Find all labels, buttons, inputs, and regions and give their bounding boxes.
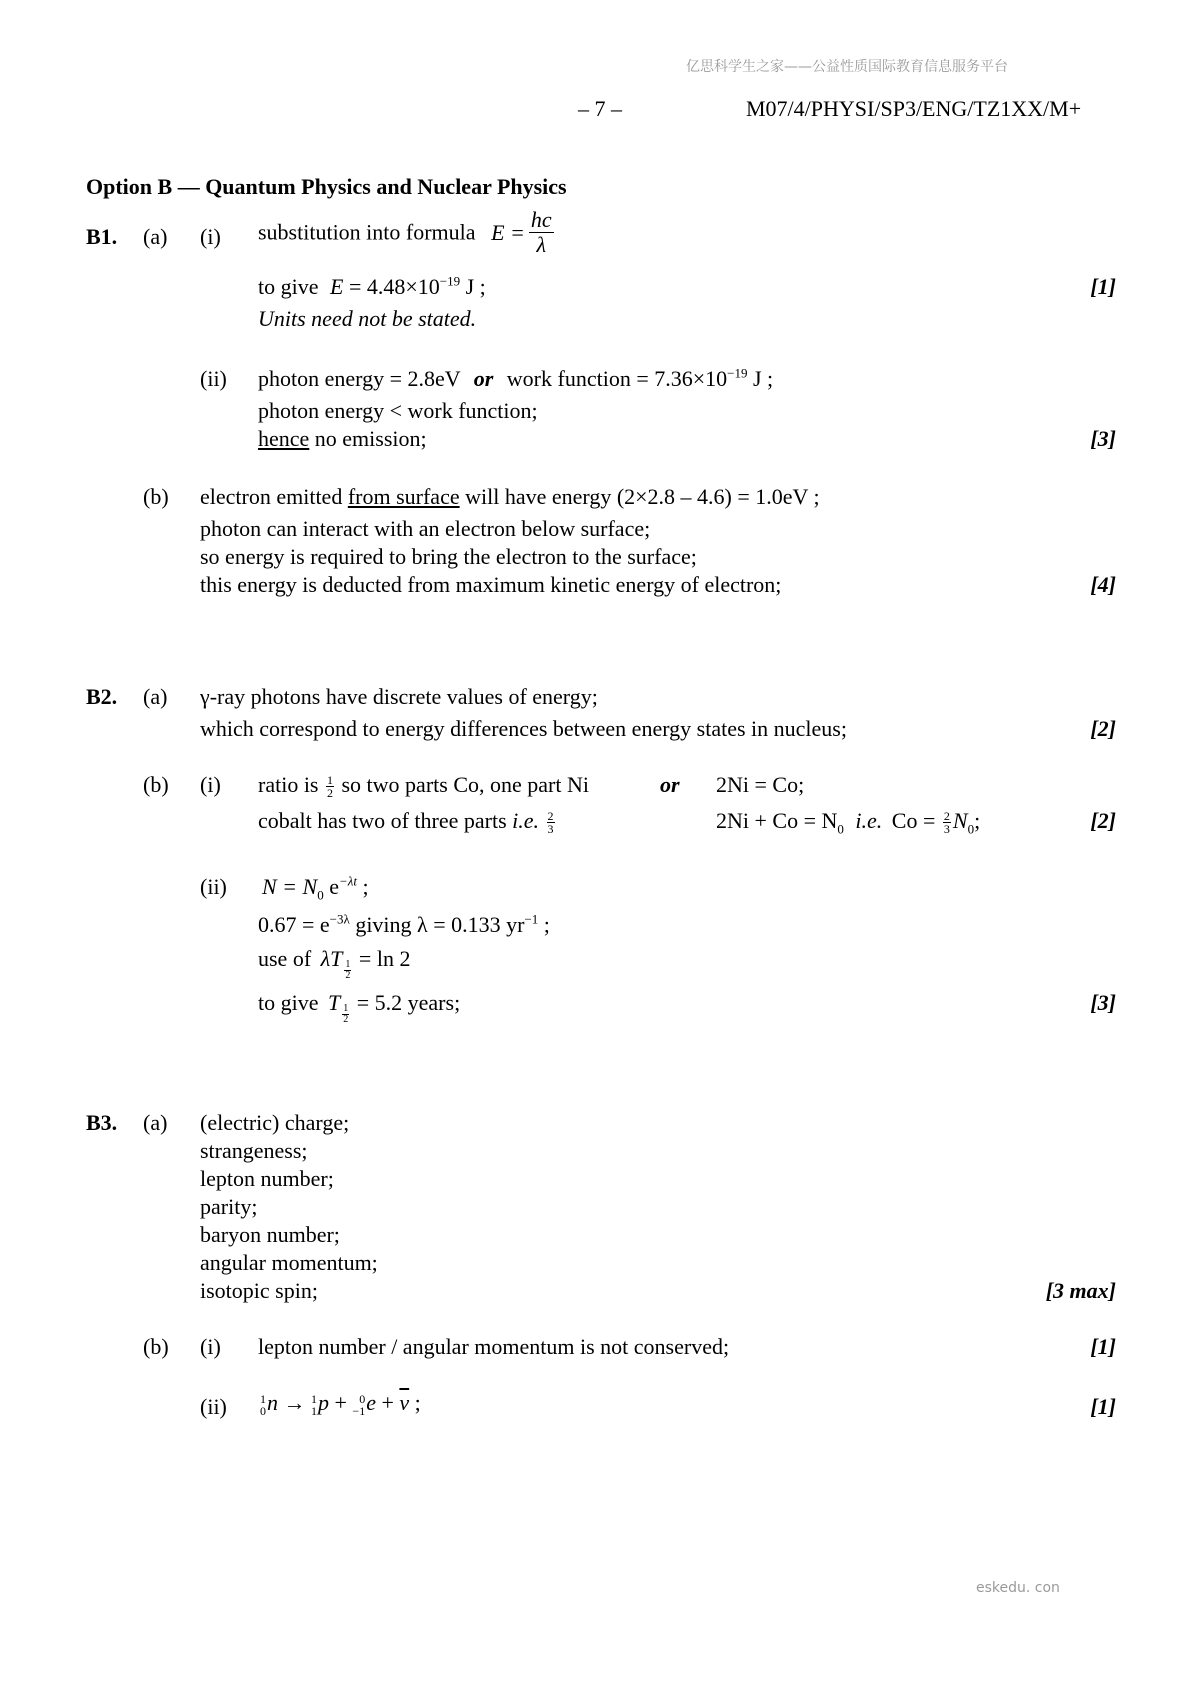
subpart-label-ii: (ii) — [200, 874, 227, 899]
b3-a-item: (electric) charge; — [200, 1110, 350, 1135]
formula-fraction: $\frac{hc}{\lambda}$ — [530, 207, 552, 257]
b3-a-item: isotopic spin; — [200, 1278, 318, 1303]
b3-a-item: angular momentum; — [200, 1250, 378, 1275]
b1-b-line3: so energy is required to bring the electron to the surface; — [200, 544, 697, 569]
b2-a-line1: γ-ray photons have discrete values of energy; — [200, 684, 598, 709]
b2-b-i-alt2: $2Ni + Co = N_0$ i.e. Co = $\frac{2}{3}$ $N_0$; — [716, 808, 981, 837]
document-code: M07/4/PHYSI/SP3/ENG/TZ1XX/M+ — [746, 96, 1082, 121]
b1-a-ii-line1: photon energy = 2.8eV or work function = $7.36\times 10^{-19}$ J ; — [258, 365, 774, 391]
b1-b-line2: photon can interact with an electron below surface; — [200, 516, 651, 541]
subpart-label-ii: (ii) — [200, 1394, 227, 1419]
part-label-a: (a) — [143, 1110, 168, 1135]
mark-b3-a: [3 max] — [1045, 1278, 1116, 1303]
b1-a-ii-line2: photon energy < work function; — [258, 398, 538, 423]
b3-a-item: parity; — [200, 1194, 258, 1219]
mark-b1-a-i: [1] — [1090, 274, 1116, 299]
subpart-label-i: (i) — [200, 772, 221, 797]
b1-b-line1: electron emitted from surface will have energy (2×2.8 – 4.6) = 1.0eV ; — [200, 484, 820, 509]
question-label-b2: B2. — [86, 684, 118, 709]
option-title: Option B — Quantum Physics and Nuclear Physics — [86, 174, 567, 199]
mark-b3-b-i: [1] — [1090, 1334, 1116, 1359]
mark-b2-b-i: [2] — [1090, 808, 1116, 833]
b1-b-line4: this energy is deducted from maximum kinetic energy of electron; — [200, 572, 782, 597]
b2-b-i-or: or — [660, 772, 680, 797]
mark-b3-b-ii: [1] — [1090, 1394, 1116, 1419]
subpart-label-ii: (ii) — [200, 366, 227, 391]
formula-lhs: E = — [491, 219, 525, 245]
part-label-a: (a) — [143, 224, 168, 249]
part-label-a: (a) — [143, 684, 168, 709]
b1-a-i-line1: substitution into formula E = $\frac{hc}{\lambda}$ — [258, 207, 552, 257]
b2-b-i-line2: cobalt has two of three parts i.e. $\frac{2}{3}$ — [258, 808, 554, 837]
mark-b1-a-ii: [3] — [1090, 426, 1116, 451]
question-label-b1: B1. — [86, 224, 118, 249]
b3-a-item: lepton number; — [200, 1166, 334, 1191]
subpart-label-i: (i) — [200, 1334, 221, 1359]
fraction-two-thirds: $\frac{2}{3}$ — [547, 809, 554, 837]
b3-b-i-text: lepton number / angular momentum is not conserved; — [258, 1334, 730, 1359]
b2-b-ii-line1: $N = N_0$ $e^{-\lambda t}$ ; — [262, 873, 369, 903]
mark-b2-a: [2] — [1090, 716, 1116, 741]
watermark-bottom: eskedu. con — [976, 1580, 1060, 1596]
b3-b-ii-equation: 1 0 n → 1 1 p + 0 −1 $e + \overline{\nu}$ ; — [260, 1390, 421, 1418]
b2-b-ii-line3: use of λT $\frac{1}{2}$ = ln 2 — [258, 946, 411, 981]
mark-b2-b-ii: [3] — [1090, 990, 1116, 1015]
b1-a-ii-line3: hence no emission; — [258, 426, 427, 451]
watermark-top: 亿思科学生之家——公益性质国际教育信息服务平台 — [686, 59, 1008, 75]
b2-b-i-alt1: 2Ni = Co; — [716, 772, 805, 797]
b2-b-ii-line2: $0.67 = e^{-3\lambda}$ giving λ = 0.133 $yr^{-1}$ ; — [258, 911, 550, 937]
b3-a-item: strangeness; — [200, 1138, 308, 1163]
b1-a-i-note: Units need not be stated. — [258, 306, 477, 331]
part-label-b: (b) — [143, 1334, 169, 1359]
b2-b-ii-line4: to give T $\frac{1}{2}$ = 5.2 years; — [258, 990, 461, 1025]
subpart-label-i: (i) — [200, 224, 221, 249]
part-label-b: (b) — [143, 484, 169, 509]
b2-a-line2: which correspond to energy differences between energy states in nucleus; — [200, 716, 847, 741]
part-label-b: (b) — [143, 772, 169, 797]
mark-b1-b: [4] — [1090, 572, 1116, 597]
fraction-one-half: $\frac{1}{2}$ — [327, 773, 333, 801]
question-label-b3: B3. — [86, 1110, 118, 1135]
b1-a-i-line2: to give $E = 4.48\times 10^{-19}$ J ; — [258, 273, 486, 299]
b3-a-item: baryon number; — [200, 1222, 340, 1247]
b2-b-i-line1: ratio is $\frac{1}{2}$ so two parts Co, one part Ni — [258, 772, 589, 801]
page-number: – 7 – — [578, 96, 622, 121]
